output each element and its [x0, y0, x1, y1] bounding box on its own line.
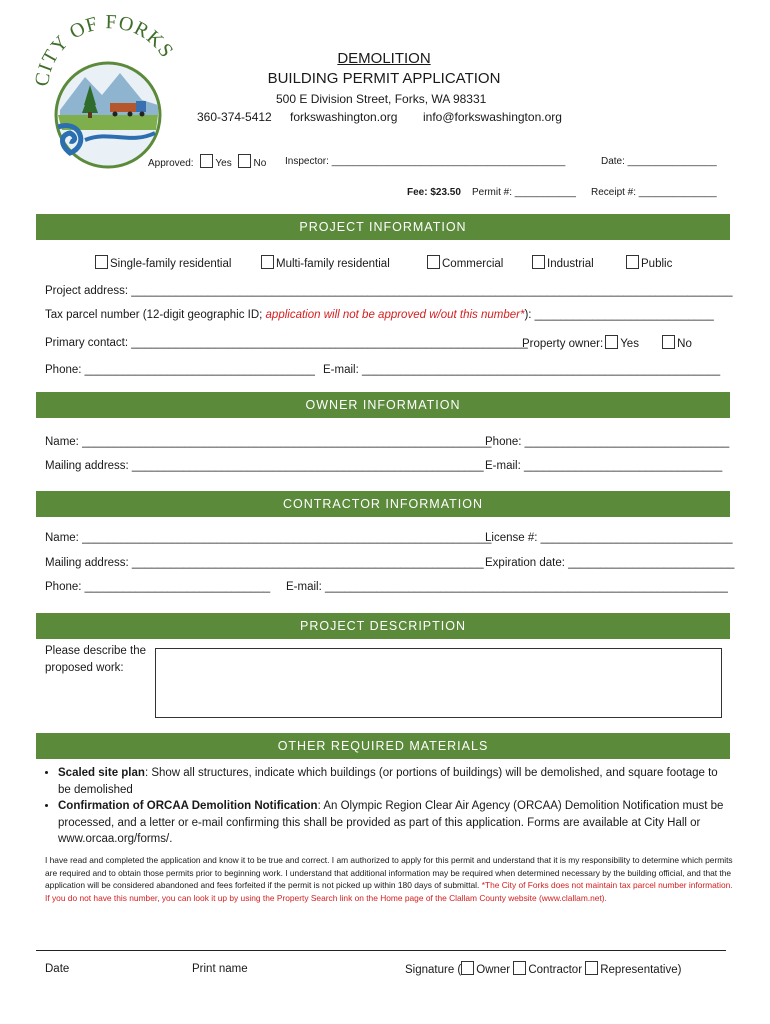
inspector-field[interactable]: Inspector: __________________________________________ [285, 156, 566, 167]
tax-parcel-field[interactable] [45, 309, 714, 321]
form-title-line1: DEMOLITION [337, 50, 431, 67]
logo-text: CITY OF FORKS [30, 15, 178, 88]
property-owner-no-label: No [677, 338, 692, 350]
office-date-field[interactable]: Date: ________________ [601, 156, 717, 167]
required-materials-list [44, 765, 724, 848]
description-label-line2: proposed work: [45, 662, 124, 674]
office-email: info@forkswashington.org [423, 110, 562, 124]
office-website: forkswashington.org [290, 110, 398, 124]
primary-contact-field[interactable]: Primary contact: ______________________________________________________________ [45, 337, 528, 349]
project-phone-field[interactable]: Phone: ____________________________________ [45, 364, 315, 376]
property-owner-row [522, 335, 692, 350]
list-item: • Scaled site plan: Show all structures, indicate which buildings (or portions of buildings) will be demolished, and square footage to be demolished [58, 765, 724, 798]
owner-mailing-field[interactable]: Mailing address: _______________________________________________________ [45, 460, 484, 472]
approved-row [148, 154, 266, 169]
checkbox[interactable] [261, 255, 274, 269]
signature-contractor-checkbox[interactable] [513, 961, 526, 975]
approved-yes-label: Yes [215, 158, 232, 169]
signature-owner-checkbox[interactable] [461, 961, 474, 975]
permit-number-field[interactable]: Permit #: ___________ [472, 187, 576, 198]
approved-no-label: No [253, 158, 267, 169]
signature-representative-checkbox[interactable] [585, 961, 598, 975]
section-owner-information: OWNER INFORMATION [36, 392, 730, 418]
contractor-expiration-field[interactable]: Expiration date: __________________________ [485, 557, 735, 569]
project-address-field[interactable]: Project address: ______________________________________________________________________________________________ [45, 285, 733, 297]
tax-parcel-line[interactable]: ): ____________________________ [524, 309, 714, 321]
parcel-note: *The City of Forks does not maintain tax parcel number information. If you do not have this number, you can look it up by using the Property Search link on the Home page of the Clallam County website (www.clallam.net). [45, 880, 733, 903]
project-email-field[interactable]: E-mail: ________________________________________________________ [323, 364, 721, 376]
contractor-phone-field[interactable]: Phone: _____________________________ [45, 581, 271, 593]
list-item: • Confirmation of ORCAA Demolition Notification: An Olympic Region Clear Air Agency (ORCAA) Demolition Notification must be processed, and a letter or e-mail confirming this shall be provided as part of this application. Forms are available at City Hall or www.orcaa.org/forms/. [58, 798, 724, 848]
tax-parcel-warning: application will not be approved w/out this number* [265, 309, 525, 321]
project-type-public[interactable]: Public [626, 255, 672, 270]
office-phone: 360-374-5412 [197, 110, 272, 124]
signature-print-name-label: Print name [192, 963, 248, 975]
approved-label: Approved: [148, 158, 194, 169]
city-logo [30, 15, 185, 170]
section-other-required-materials: OTHER REQUIRED MATERIALS [36, 733, 730, 759]
property-owner-yes-checkbox[interactable] [605, 335, 618, 349]
owner-name-field[interactable]: Name: ________________________________________________________________ [45, 436, 492, 448]
property-owner-label: Property owner: [522, 338, 604, 350]
fee-label: Fee: $23.50 [407, 187, 461, 198]
project-type-single[interactable]: Single-family residential [95, 255, 231, 270]
contractor-mailing-field[interactable]: Mailing address: _______________________________________________________ [45, 557, 484, 569]
office-address: 500 E Division Street, Forks, WA 98331 [276, 92, 487, 106]
project-description-textarea[interactable] [155, 648, 722, 718]
section-project-information: PROJECT INFORMATION [36, 214, 730, 240]
checkbox[interactable] [427, 255, 440, 269]
form-title-line2: BUILDING PERMIT APPLICATION [267, 70, 501, 87]
signature-owner-label: Owner [476, 964, 511, 976]
signature-date-label: Date [45, 963, 70, 975]
description-label-line1: Please describe the [45, 645, 147, 657]
approved-no-checkbox[interactable] [238, 154, 251, 168]
property-owner-yes-label: Yes [620, 338, 639, 350]
certification-statement [45, 854, 735, 904]
contractor-license-field[interactable]: License #: ______________________________ [485, 532, 733, 544]
checkbox[interactable] [626, 255, 639, 269]
owner-email-field[interactable]: E-mail: _______________________________ [485, 460, 723, 472]
signature-label: Signature ( [405, 964, 462, 976]
approved-yes-checkbox[interactable] [200, 154, 213, 168]
section-contractor-information: CONTRACTOR INFORMATION [36, 491, 730, 517]
project-type-commercial[interactable]: Commercial [427, 255, 503, 270]
owner-phone-field[interactable]: Phone: ________________________________ [485, 436, 730, 448]
contractor-email-field[interactable]: E-mail: _______________________________________________________________ [286, 581, 728, 593]
checkbox[interactable] [95, 255, 108, 269]
signature-line[interactable] [36, 950, 726, 951]
checkbox[interactable] [532, 255, 545, 269]
section-project-description: PROJECT DESCRIPTION [36, 613, 730, 639]
project-type-industrial[interactable]: Industrial [532, 255, 594, 270]
tax-parcel-label: Tax parcel number (12-digit geographic ID; [45, 309, 266, 321]
project-type-multi[interactable]: Multi-family residential [261, 255, 390, 270]
receipt-number-field[interactable]: Receipt #: ______________ [591, 187, 717, 198]
signature-role-row [405, 961, 681, 976]
signature-representative-label: Representative) [600, 964, 682, 976]
property-owner-no-checkbox[interactable] [662, 335, 675, 349]
signature-contractor-label: Contractor [528, 964, 583, 976]
contractor-name-field[interactable]: Name: ________________________________________________________________ [45, 532, 492, 544]
certification-text: I have read and completed the application and know it to be true and correct. I am authorized to apply for this permit and understand that it is my responsibility to determine which permits are required and to obtain those permits prior to beginning work. I understand that additional information may be required when determined necessary by the building official, and that the application will be considered abandoned and fees forfeited if the permit is not picked up within 180 days of submittal. [45, 855, 733, 891]
